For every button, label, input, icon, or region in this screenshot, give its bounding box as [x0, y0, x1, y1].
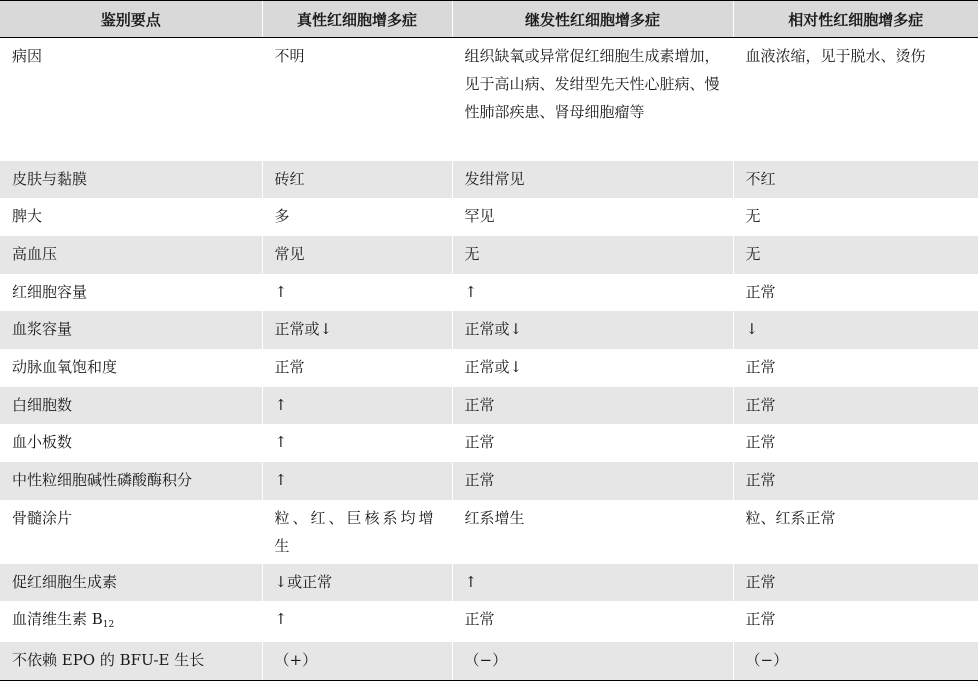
- table-cell: ↑: [262, 274, 452, 312]
- table-cell: 无: [733, 236, 978, 274]
- b12-subscript: 12: [102, 620, 115, 631]
- table-cell: ↑: [262, 387, 452, 425]
- table-cell: 红细胞容量: [12, 282, 88, 301]
- table-row: [0, 424, 978, 462]
- table-cell: 粒、红、巨核系均增生: [262, 500, 452, 564]
- table-row: [0, 236, 978, 274]
- table-cell: [0, 601, 262, 642]
- header-cell-secondary-polycythemia: 继发性红细胞增多症: [452, 1, 733, 38]
- table-cell: 正常: [452, 462, 733, 500]
- table-row: [0, 601, 978, 642]
- table-row: [0, 311, 978, 349]
- table-row: [0, 387, 978, 425]
- table-cell: 动脉血氧饱和度: [12, 357, 118, 376]
- table-cell: 正常: [733, 387, 978, 425]
- table-cell: 病因: [12, 47, 43, 65]
- table-cell: 正常: [733, 424, 978, 462]
- table-cell: 不明: [262, 38, 452, 161]
- table-cell: 正常: [262, 349, 452, 387]
- table-cell: 正常: [733, 274, 978, 312]
- table-cell: ↑: [452, 564, 733, 602]
- table-cell: 白细胞数: [12, 395, 73, 414]
- table-cell: 骨髓涂片: [12, 508, 73, 527]
- table-cell: 正常: [452, 601, 733, 642]
- table-cell: 皮肤与黏膜: [12, 169, 88, 188]
- header-cell-polycythemia-vera: 真性红细胞增多症: [262, 1, 452, 38]
- table-cell: （−）: [733, 642, 978, 680]
- table-cell: 正常或↓: [452, 311, 733, 349]
- table-cell: ↑: [452, 274, 733, 312]
- table-row: [0, 564, 978, 602]
- table-cell: 中性粒细胞碱性磷酸酶积分: [12, 471, 193, 489]
- table-cell: 粒、红系正常: [733, 500, 978, 564]
- table-cell: 正常或↓: [262, 311, 452, 349]
- header-cell-relative-polycythemia: 相对性红细胞增多症: [733, 1, 978, 38]
- table-row: [0, 500, 978, 564]
- table-cell: 多: [262, 198, 452, 236]
- table-cell: （−）: [452, 642, 733, 680]
- table-cell: 正常或↓: [452, 349, 733, 387]
- table-row: [0, 38, 978, 161]
- table-cell: ↓或正常: [262, 564, 452, 602]
- vitamin-b-label: 血清维生素 B: [12, 610, 103, 629]
- table-row: [0, 462, 978, 500]
- table-cell: 高血压: [12, 244, 58, 263]
- table-cell: 正常: [733, 462, 978, 500]
- table-cell: ↑: [262, 462, 452, 500]
- table-row: [0, 642, 978, 680]
- table-cell: 血液浓缩，见于脱水、烫伤: [733, 38, 978, 161]
- table-cell: 正常: [733, 349, 978, 387]
- table-cell: 常见: [262, 236, 452, 274]
- table-row: [0, 161, 978, 199]
- table-cell: 罕见: [452, 198, 733, 236]
- table-row: [0, 349, 978, 387]
- table-cell: ↑: [262, 424, 452, 462]
- table-row: [0, 198, 978, 236]
- table-cell: （+）: [262, 642, 452, 680]
- table-cell: 血浆容量: [12, 320, 73, 339]
- table-cell: 不依赖 EPO 的 BFU-E 生长: [0, 642, 262, 680]
- table-cell: ↓: [733, 311, 978, 349]
- table-cell: 血小板数: [12, 433, 73, 452]
- table-cell: 促红细胞生成素: [12, 572, 118, 591]
- table-cell: 正常: [452, 387, 733, 425]
- table-cell: 脾大: [12, 207, 43, 226]
- table-cell: 正常: [733, 564, 978, 602]
- table-cell: 正常: [452, 424, 733, 462]
- table-cell: 正常: [733, 601, 978, 642]
- table-cell: 组织缺氧或异常促红细胞生成素增加，见于高山病、发绀型先天性心脏病、慢性肺部疾患、肾母细胞瘤等: [452, 38, 733, 161]
- table-cell: 无: [452, 236, 733, 274]
- table-cell: 砖红: [262, 161, 452, 199]
- table-cell: ↑: [262, 601, 452, 642]
- header-row: [0, 1, 978, 38]
- table-row: [0, 274, 978, 312]
- table-cell: 不红: [733, 161, 978, 199]
- table-cell: 无: [733, 198, 978, 236]
- table-cell: 发绀常见: [452, 161, 733, 199]
- table-cell: 红系增生: [452, 500, 733, 564]
- header-cell-key-points: 鉴别要点: [0, 1, 262, 38]
